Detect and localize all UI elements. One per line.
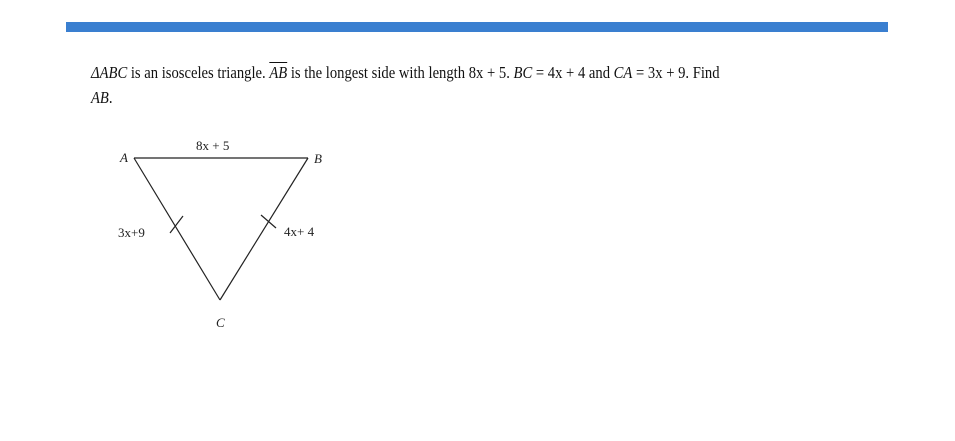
segment-ca: CA [613,63,633,82]
problem-statement [91,60,762,110]
problem-text-3: . [506,63,514,82]
expression-ca: 3x + 9 [647,63,686,82]
expression-bc: 4x + 4 [547,63,586,82]
problem-text-4: = [532,63,548,82]
side-ca [134,158,220,300]
side-label-ab: 8x + 5 [196,138,230,153]
vertex-label-b: B [314,151,322,166]
side-label-ca: 3x+9 [118,225,145,240]
expression-ab: 8x + 5 [468,63,507,82]
problem-text-1: is an isosceles triangle. [127,63,270,82]
find-target: AB [91,88,109,107]
problem-text-6: = [632,63,648,82]
header-bar [66,22,888,32]
side-label-bc: 4x+ 4 [284,224,315,239]
segment-bc: BC [513,63,533,82]
problem-line-1 [91,63,720,82]
triangle-name: ΔABC [91,63,128,82]
tick-mark-bc [261,215,276,228]
triangle-diagram [100,130,360,340]
tick-mark-ca [170,216,183,233]
triangle-figure [100,130,360,340]
segment-ab: $\overline{AB}$ [269,63,288,82]
problem-line-2 [91,88,113,107]
problem-text-5: and [585,63,614,82]
vertex-label-a: A [120,150,128,165]
problem-text-2: is the longest side with length [287,63,469,82]
problem-text-8: . [108,88,113,107]
vertex-label-c: C [216,315,225,330]
problem-text-7: . Find [685,63,720,82]
